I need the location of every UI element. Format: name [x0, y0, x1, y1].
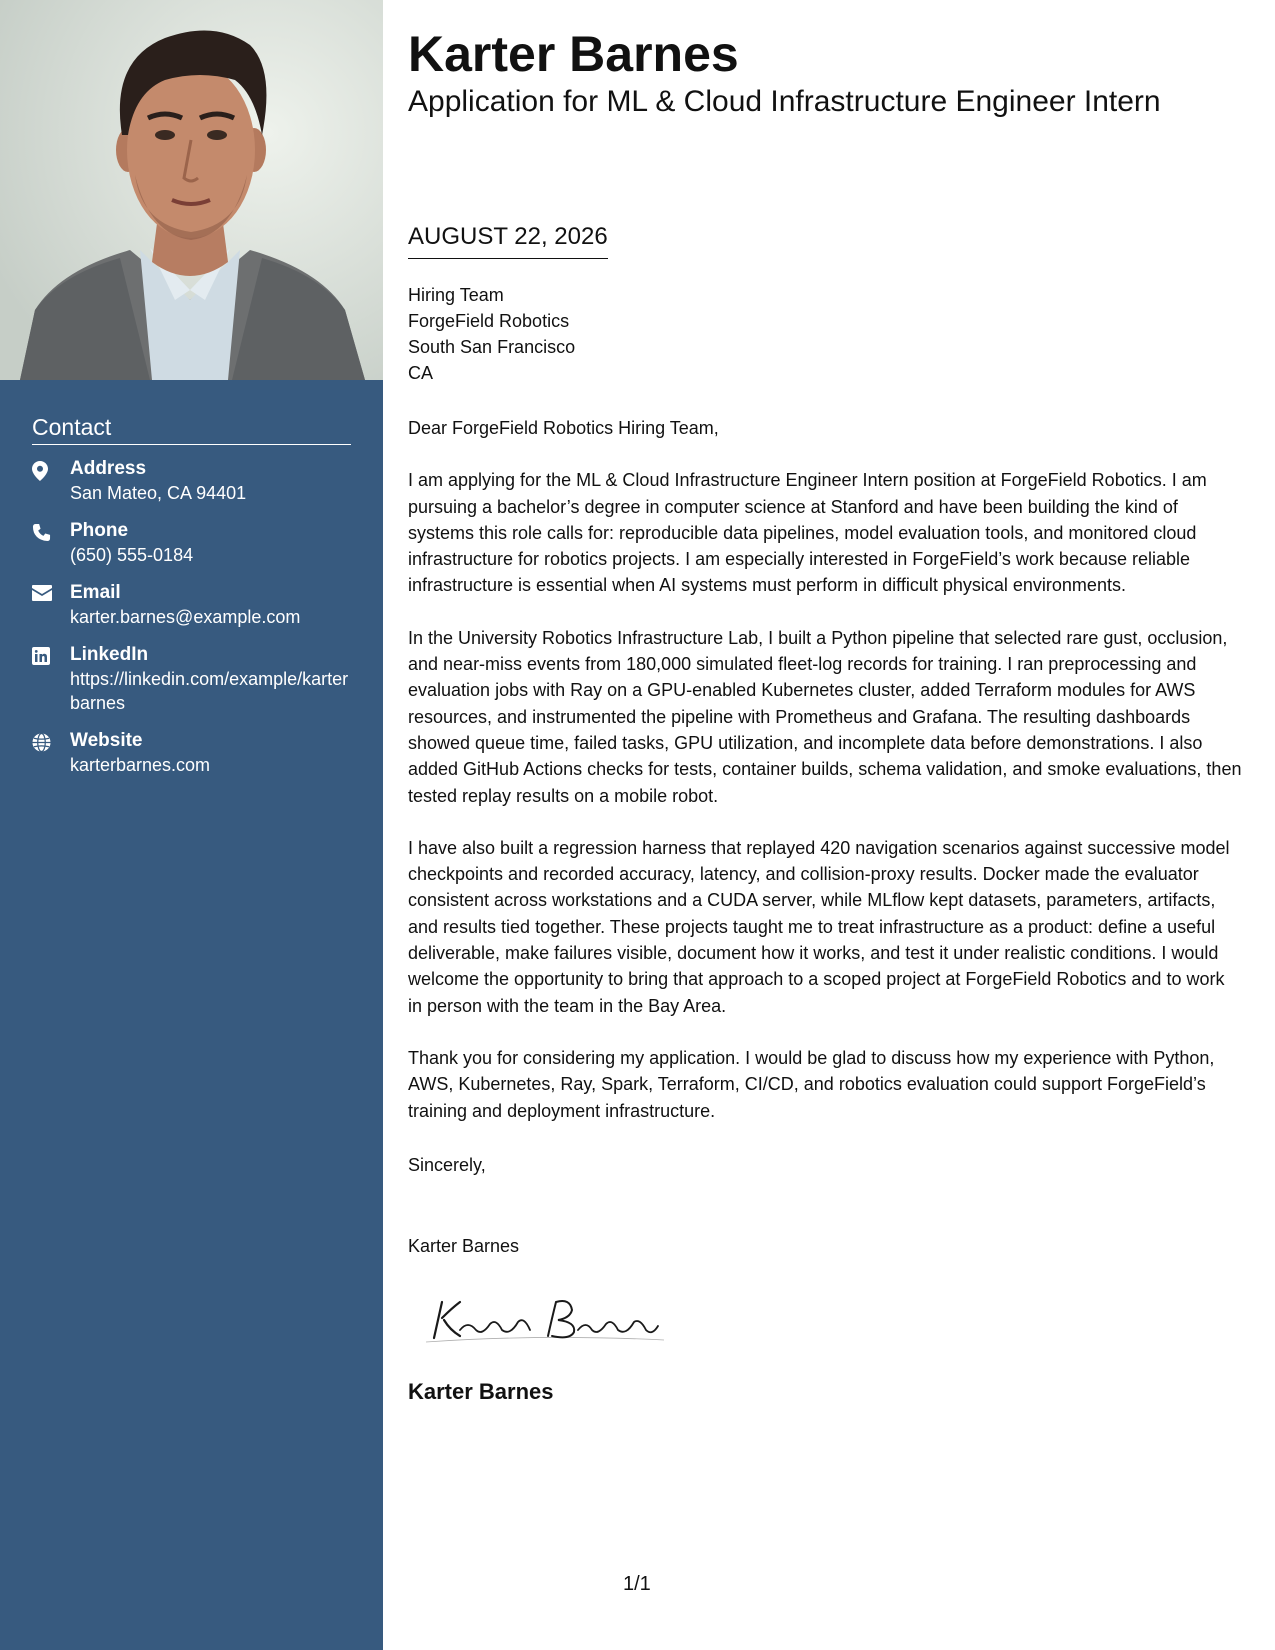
body-paragraph: I am applying for the ML & Cloud Infrastructure Engineer Intern position at ForgeField Robotics. I am pursuing a bachelor’s degree in computer science at Stanford and have been building the kind of systems this role calls for: reproducible data pipelines, model evaluation tools, and monitored cloud infrastructure for robotics projects. I am especially interested in ForgeField’s work because reliable infrastructure is essential when AI systems must perform in difficult physical environments.	[408, 470, 1207, 596]
page-number: 1/1	[623, 1573, 651, 1595]
website-link[interactable]: karterbarnes.com	[70, 755, 211, 775]
contact-item-website	[32, 729, 351, 777]
phone-value[interactable]: (650) 555-0184	[70, 545, 194, 565]
contact-label: LinkedIn	[70, 644, 149, 665]
globe-icon	[32, 729, 70, 777]
body-paragraph: Thank you for considering my application. I would be glad to discuss how my experience with Python, AWS, Kubernetes, Ray, Spark, Terraform, CI/CD, and robotics evaluation could support ForgeField’s training and deployment infrastructure.	[408, 1047, 1215, 1121]
linkedin-icon	[32, 643, 70, 715]
recipient-line: CA	[408, 363, 434, 383]
recipient-line: South San Francisco	[408, 337, 576, 357]
contact-label: Email	[70, 582, 121, 603]
contact-item-address	[32, 457, 351, 505]
contact-item-phone	[32, 519, 351, 567]
signer-name: Karter Barnes	[408, 1379, 554, 1404]
linkedin-link[interactable]: https://linkedin.com/example/karterbarnes	[70, 669, 349, 713]
salutation: Dear ForgeField Robotics Hiring Team,	[408, 418, 719, 438]
recipient-block	[408, 282, 575, 386]
contact-section	[32, 412, 351, 791]
email-link[interactable]: karter.barnes@example.com	[70, 607, 301, 627]
handwritten-signature	[420, 1290, 670, 1350]
contact-item-email	[32, 581, 351, 629]
profile-photo	[0, 0, 383, 380]
sidebar	[0, 0, 383, 1650]
map-pin-icon	[32, 457, 70, 505]
body-paragraph: In the University Robotics Infrastructure Lab, I built a Python pipeline that selected rare gust, occlusion, and near-miss events from 180,000 simulated fleet-log records for training. I ran preprocessing and evaluation jobs with Ray on a GPU-enabled Kubernetes cluster, added Terraform modules for AWS resources, and instrumented the pipeline with Prometheus and Grafana. The resulting dashboards showed queue time, failed tasks, GPU utilization, and incomplete data before demonstrations. I also added GitHub Actions checks for tests, container builds, schema validation, and smoke evaluations, then tested replay results on a mobile robot.	[408, 627, 1242, 806]
contact-label: Website	[70, 730, 143, 751]
contact-label: Phone	[70, 520, 129, 541]
portrait-illustration	[0, 0, 383, 380]
closing: Sincerely,	[408, 1155, 486, 1175]
contact-label: Address	[70, 458, 147, 479]
letter-body	[408, 415, 1243, 1150]
envelope-icon	[32, 581, 70, 629]
applicant-name: Karter Barnes	[408, 26, 739, 82]
phone-icon	[32, 519, 70, 567]
letter-date: AUGUST 22, 2026	[408, 222, 608, 259]
recipient-line: ForgeField Robotics	[408, 311, 570, 331]
recipient-line: Hiring Team	[408, 285, 504, 305]
application-subtitle: Application for ML & Cloud Infrastructure Engineer Intern	[408, 85, 1161, 118]
body-paragraph: I have also built a regression harness that replayed 420 navigation scenarios against successive model checkpoints and recorded accuracy, latency, and collision-proxy results. Docker made the evaluator consistent across workstations and a CUDA server, while MLflow kept datasets, parameters, artifacts, and results tied together. These projects taught me to treat infrastructure as a product: define a useful deliverable, make failures visible, document how it works, and test it under realistic conditions. I would welcome the opportunity to bring that approach to a scoped project at ForgeField Robotics and to work in person with the team in the Bay Area.	[408, 837, 1230, 1016]
address-value: San Mateo, CA 94401	[70, 483, 247, 503]
contact-heading: Contact	[32, 412, 351, 445]
contact-item-linkedin	[32, 643, 351, 715]
closing-name: Karter Barnes	[408, 1236, 520, 1256]
